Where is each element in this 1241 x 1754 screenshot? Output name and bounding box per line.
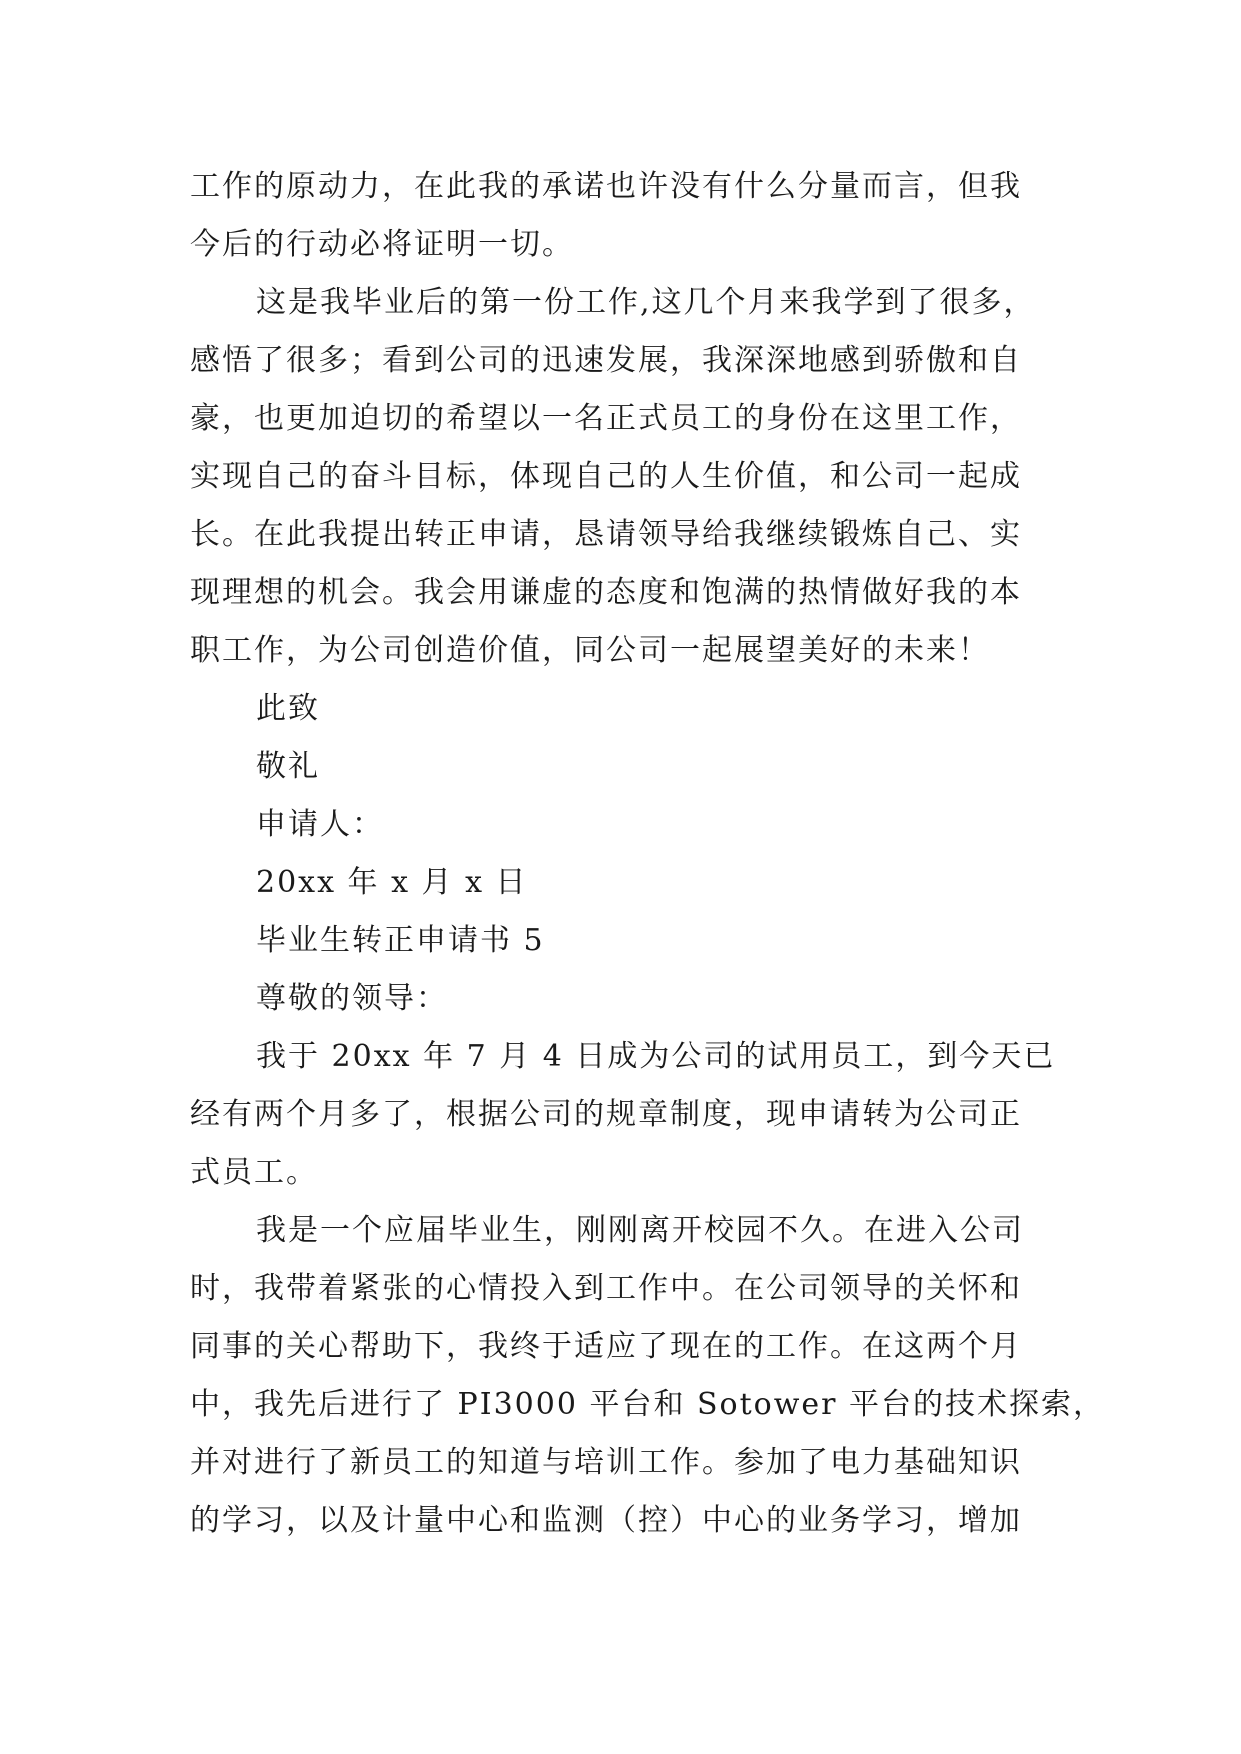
body-line: 同事的关心帮助下，我终于适应了现在的工作。在这两个月	[190, 1329, 1022, 1364]
body-line: 时，我带着紧张的心情投入到工作中。在公司领导的关怀和	[190, 1271, 1022, 1306]
paragraph-first-line: 这是我毕业后的第一份工作,这几个月来我学到了很多，	[256, 285, 1036, 320]
body-line: 职工作，为公司创造价值，同公司一起展望美好的未来！	[190, 633, 990, 668]
paragraph-first-line: 我于 20xx 年 7 月 4 日成为公司的试用员工，到今天已	[256, 1039, 1056, 1074]
body-line: 长。在此我提出转正申请，恳请领导给我继续锻炼自己、实	[190, 517, 1022, 552]
closing-regards: 敬礼	[256, 749, 320, 784]
body-line: 的学习，以及计量中心和监测（控）中心的业务学习，增加	[190, 1503, 1022, 1538]
body-line: 经有两个月多了，根据公司的规章制度，现申请转为公司正	[190, 1097, 1022, 1132]
body-line: 中，我先后进行了 PI3000 平台和 Sotower 平台的技术探索，	[190, 1387, 1106, 1422]
body-line: 式员工。	[190, 1155, 318, 1190]
body-line: 并对进行了新员工的知道与培训工作。参加了电力基础知识	[190, 1445, 1022, 1480]
applicant-label: 申请人：	[256, 807, 384, 842]
paragraph-first-line: 我是一个应届毕业生，刚刚离开校园不久。在进入公司	[256, 1213, 1024, 1248]
document-body	[190, 158, 1106, 1550]
greeting: 尊敬的领导：	[256, 981, 448, 1016]
body-line: 感悟了很多；看到公司的迅速发展，我深深地感到骄傲和自	[190, 343, 1022, 378]
body-line: 豪，也更加迫切的希望以一名正式员工的身份在这里工作，	[190, 401, 1022, 436]
date-line: 20xx 年 x 月 x 日	[256, 865, 528, 900]
body-line: 现理想的机会。我会用谦虚的态度和饱满的热情做好我的本	[190, 575, 1022, 610]
closing-salutation: 此致	[256, 691, 320, 726]
body-line: 工作的原动力，在此我的承诺也许没有什么分量而言，但我	[190, 169, 1022, 204]
body-line: 今后的行动必将证明一切。	[190, 227, 574, 262]
body-line: 实现自己的奋斗目标，体现自己的人生价值，和公司一起成	[190, 459, 1022, 494]
section-title: 毕业生转正申请书 5	[256, 923, 545, 958]
